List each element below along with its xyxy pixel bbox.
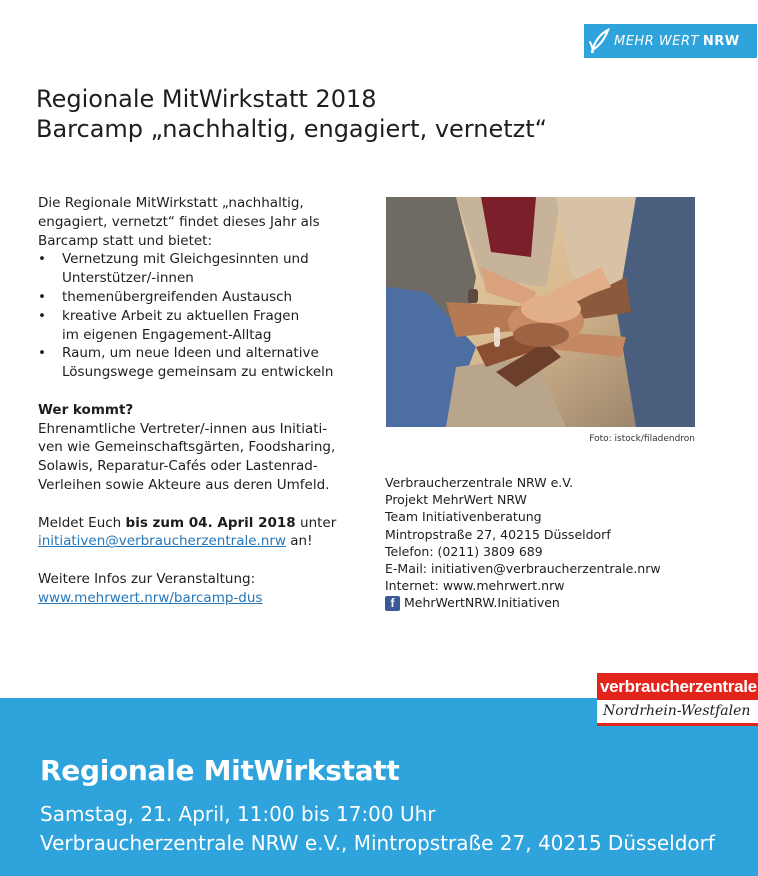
list-item-text: Unterstützer/-innen — [62, 270, 194, 287]
stacked-hands-photo — [386, 197, 695, 427]
register-email-suffix: an! — [285, 533, 313, 550]
main-text — [38, 194, 368, 608]
leaf-icon — [584, 24, 614, 58]
register-email-link[interactable]: initiativen@verbraucherzentrale.nrw — [38, 533, 286, 550]
page-title — [36, 84, 596, 144]
footer-date: Samstag, 21. April, 11:00 bis 17:00 Uhr — [40, 802, 436, 826]
intro-line-1: Die Regionale MitWirkstatt „nachhaltig, — [38, 195, 304, 211]
register-prefix: Meldet Euch — [38, 514, 126, 531]
who-line-2: ven wie Gemeinschaftsgärten, Foodsharing, — [38, 439, 336, 456]
list-item-text: Vernetzung mit Gleichgesinnten und — [62, 251, 309, 268]
verbraucherzentrale-logo — [597, 673, 758, 726]
logo-wordmark: MEHR WERT — [614, 33, 699, 49]
list-item — [38, 288, 368, 307]
contact-org: Verbraucherzentrale NRW e.V. — [385, 475, 574, 490]
intro-line-3: Barcamp statt und bietet: — [38, 232, 213, 249]
contact-facebook[interactable] — [385, 594, 725, 611]
register-deadline: bis zum 04. April 2018 — [125, 514, 296, 531]
footer-location: Verbraucherzentrale NRW e.V., Mintropstraße 27, 40215 Düsseldorf — [40, 831, 715, 855]
contact-email: E-Mail: initiativen@verbraucherzentrale.nrw — [385, 561, 661, 577]
more-info-link[interactable]: www.mehrwert.nrw/barcamp-dus — [38, 589, 263, 606]
more-info-label: Weitere Infos zur Veranstaltung: — [38, 570, 256, 587]
who-line-4: Verleihen sowie Akteure aus deren Umfeld. — [38, 476, 330, 493]
contact-web: Internet: www.mehrwert.nrw — [385, 578, 565, 594]
list-item-text: im eigenen Engagement-Alltag — [62, 326, 272, 343]
logo-text — [614, 34, 740, 49]
who-line-1: Ehrenamtliche Vertreter/-innen aus Initiati- — [38, 420, 328, 437]
list-item — [38, 344, 368, 382]
intro-line-2: engagiert, vernetzt“ findet dieses Jahr als — [38, 213, 320, 230]
contact-phone: Telefon: (0211) 3809 689 — [385, 543, 543, 559]
who-line-3: Solawis, Reparatur-Cafés oder Lastenrad- — [38, 458, 318, 475]
vz-logo-top: verbraucherzentrale — [597, 673, 758, 700]
title-line-1: Regionale MitWirkstatt 2018 — [36, 85, 377, 113]
logo-region: NRW — [702, 33, 740, 49]
list-item — [38, 307, 368, 345]
contact-block — [385, 474, 725, 612]
vz-logo-bottom: Nordrhein-Westfalen — [597, 700, 758, 726]
register-email-line — [38, 532, 368, 551]
mehrwert-nrw-logo — [584, 24, 757, 58]
list-item-text: kreative Arbeit zu aktuellen Fragen — [62, 307, 300, 324]
contact-project: Projekt MehrWert NRW — [385, 492, 527, 508]
register-line — [38, 514, 368, 533]
list-item-text: Lösungswege gemeinsam zu entwickeln — [62, 364, 334, 381]
who-heading: Wer kommt? — [38, 401, 134, 418]
facebook-icon: f — [385, 596, 400, 611]
list-item-text: themenübergreifenden Austausch — [62, 288, 293, 305]
facebook-handle: MehrWertNRW.Initiativen — [404, 595, 560, 611]
title-line-2: Barcamp „nachhaltig, engagiert, vernetzt“ — [36, 115, 548, 143]
list-item — [38, 250, 368, 288]
contact-team: Team Initiativenberatung — [385, 509, 542, 525]
list-item-text: Raum, um neue Ideen und alternative — [62, 345, 319, 362]
contact-address: Mintropstraße 27, 40215 Düsseldorf — [385, 526, 611, 542]
register-suffix: unter — [295, 514, 337, 531]
footer-title: Regionale MitWirkstatt — [40, 754, 400, 787]
photo-credit: Foto: istock/filadendron — [589, 434, 695, 444]
offer-list — [38, 250, 368, 382]
